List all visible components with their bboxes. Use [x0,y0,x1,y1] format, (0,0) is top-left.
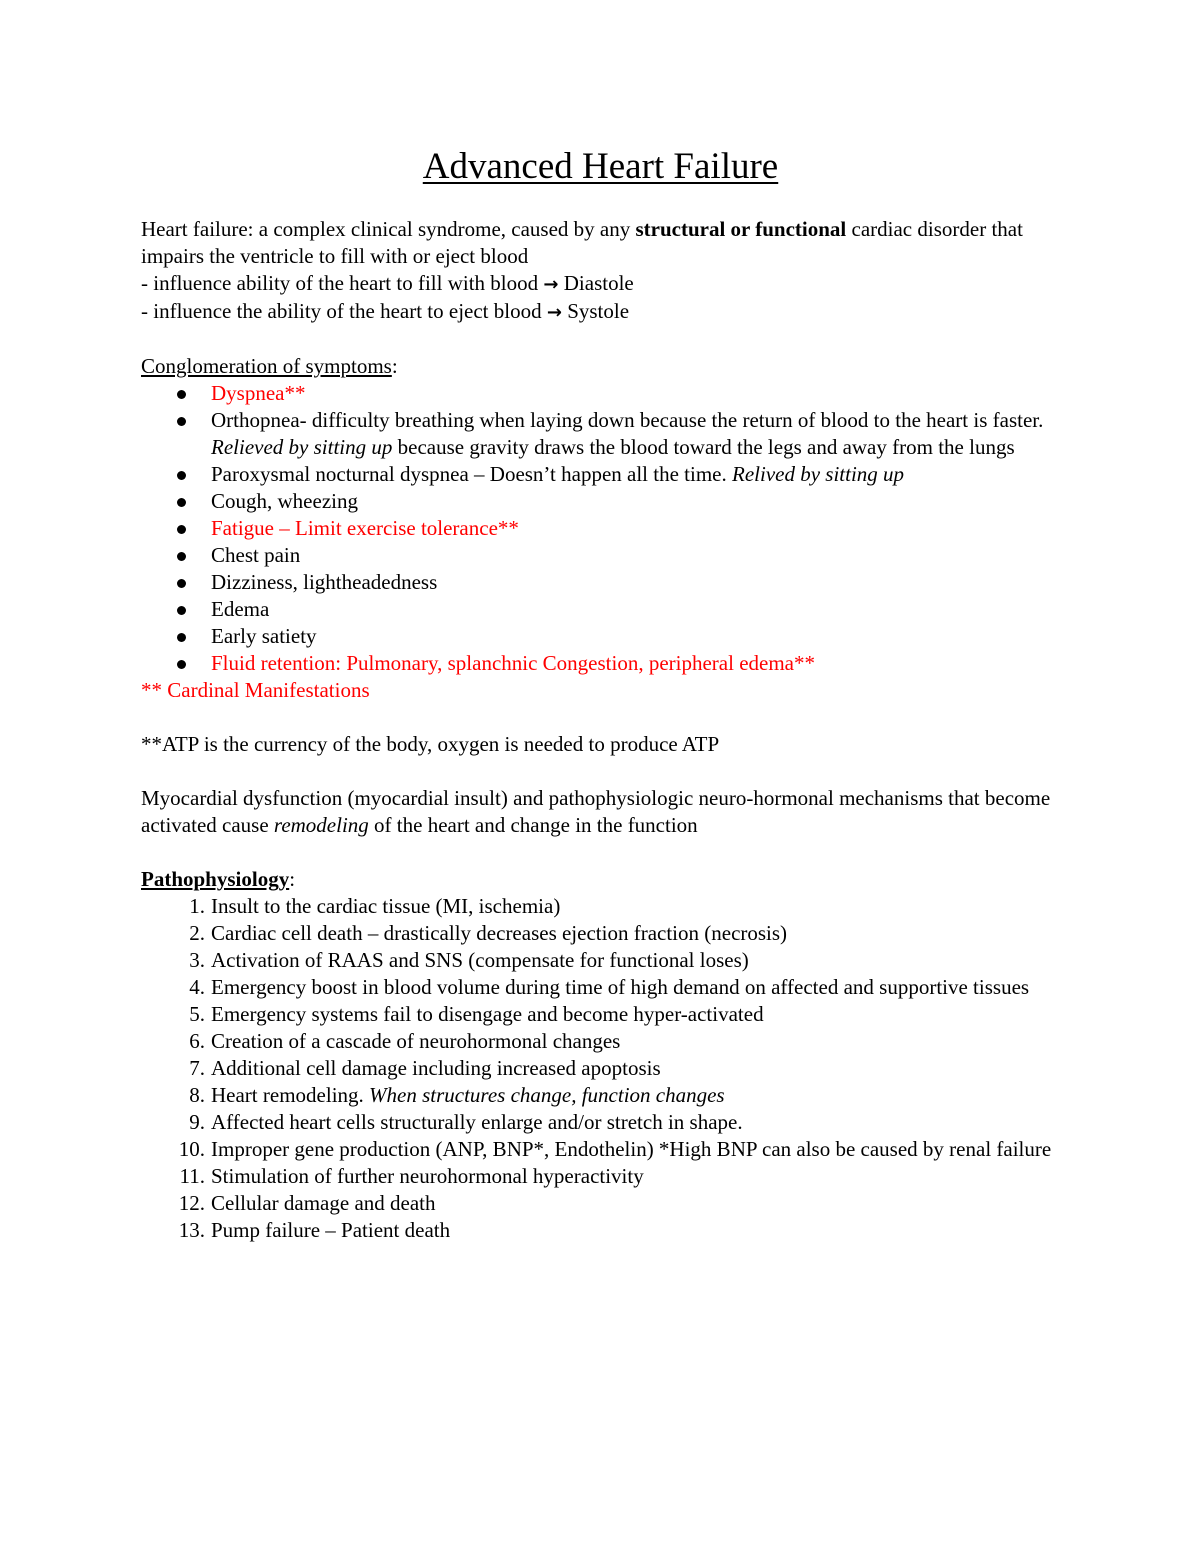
pathophysiology-heading: Pathophysiology [141,867,290,891]
cardinal-footnote: ** Cardinal Manifestations [141,678,370,702]
step-item [141,1082,1060,1109]
symptom-text: Early satiety [211,624,317,648]
symptom-item [141,380,1060,407]
myocardial-italic: remodeling [273,813,369,837]
step-text: Creation of a cascade of neurohormonal changes [211,1029,621,1053]
symptom-text: Dyspnea** [211,381,306,405]
arrow-right-icon: → [546,302,562,323]
step-text: Heart remodeling. [211,1083,370,1107]
bullet-icon [177,498,186,507]
step-number: 5. [189,1002,205,1026]
step-text: Affected heart cells structurally enlarge and/or stretch in shape. [211,1110,743,1134]
symptom-item [141,488,1060,515]
atp-note: **ATP is the currency of the body, oxygen is needed to produce ATP [141,732,720,756]
step-text: Insult to the cardiac tissue (MI, ischemia) [211,894,561,918]
bullet-icon [177,660,186,669]
bullet-icon [177,390,186,399]
symptom-text: Cough, wheezing [211,489,358,513]
definition-lead: Heart failure: a complex clinical syndrome, caused by any [141,217,636,241]
page-title: Advanced Heart Failure [422,146,779,187]
step-text: Stimulation of further neurohormonal hyperactivity [211,1164,644,1188]
diastole-text: - influence ability of the heart to fill with blood [141,271,544,295]
step-text: Additional cell damage including increased apoptosis [211,1056,661,1080]
step-italic: When structures change, function changes [369,1083,725,1107]
symptom-text: Fatigue – Limit exercise tolerance** [211,516,519,540]
step-text: Cellular damage and death [211,1191,436,1215]
symptom-item [141,515,1060,542]
diastole-label: Diastole [558,271,634,295]
systole-line [141,298,1060,326]
symptom-text: Orthopnea- difficulty breathing when laying down because the return of blood to the heart is faster. [211,408,1044,432]
bullet-icon [177,579,186,588]
symptom-item [141,650,1060,677]
step-number: 6. [189,1029,205,1053]
step-item [141,893,1060,920]
myocardial-text: Myocardial dysfunction (myocardial insult) and pathophysiologic neuro-hormonal mechanisms that become activated cause [141,786,1051,837]
step-number: 4. [189,975,205,999]
symptom-text: Edema [211,597,270,621]
spacer [141,839,1060,866]
bullet-icon [177,606,186,615]
step-item [141,1028,1060,1055]
bullet-icon [177,552,186,561]
spacer [141,704,1060,731]
symptom-item [141,569,1060,596]
symptom-text-after: because gravity draws the blood toward the legs and away from the lungs [392,435,1015,459]
step-number: 8. [189,1083,205,1107]
symptom-item [141,596,1060,623]
myocardial-paragraph [141,785,1060,839]
bullet-icon [177,525,186,534]
spacer [141,326,1060,353]
bullet-icon [177,471,186,480]
symptom-item [141,461,1060,488]
bullet-icon [177,633,186,642]
myocardial-text-after: of the heart and change in the function [368,813,698,837]
systole-label: Systole [561,299,630,323]
symptom-item [141,542,1060,569]
step-number: 13. [178,1218,205,1242]
definition-rest: cardiac disorder that impairs the ventricle to fill with or eject blood [141,217,1023,268]
step-item [141,1190,1060,1217]
step-number: 9. [189,1110,205,1134]
step-item [141,920,1060,947]
definition-bold: structural or functional [635,217,847,241]
symptoms-colon: : [391,354,398,378]
symptoms-list [141,380,1060,677]
symptom-italic: Relieved by sitting up [211,435,393,459]
step-text: Improper gene production (ANP, BNP*, Endothelin) *High BNP can also be caused by renal failure [211,1137,1052,1161]
definition-paragraph [141,216,1060,270]
pathophysiology-colon: : [289,867,296,891]
symptoms-heading-line [141,353,1060,380]
step-text: Activation of RAAS and SNS (compensate for functional loses) [211,948,749,972]
step-number: 3. [189,948,205,972]
step-item [141,1001,1060,1028]
step-item [141,974,1060,1001]
step-number: 1. [189,894,205,918]
pathophysiology-heading-line [141,866,1060,893]
symptom-text: Dizziness, lightheadedness [211,570,438,594]
bullet-icon [177,417,186,426]
step-text: Pump failure – Patient death [211,1218,451,1242]
step-number: 2. [189,921,205,945]
step-number: 7. [189,1056,205,1080]
symptoms-heading: Conglomeration of symptoms [141,354,392,378]
symptom-item [141,407,1060,461]
step-item [141,947,1060,974]
symptom-text: Chest pain [211,543,301,567]
step-item [141,1109,1060,1136]
step-number: 12. [178,1191,205,1215]
spacer [141,758,1060,785]
step-number: 11. [179,1164,205,1188]
pathophysiology-list [141,893,1060,1244]
arrow-right-icon: → [543,274,559,295]
step-item [141,1055,1060,1082]
step-item [141,1163,1060,1190]
symptom-text: Fluid retention: Pulmonary, splanchnic Congestion, peripheral edema** [211,651,816,675]
symptom-text: Paroxysmal nocturnal dyspnea – Doesn’t happen all the time. [211,462,732,486]
diastole-line [141,270,1060,298]
step-text: Emergency systems fail to disengage and become hyper-activated [211,1002,764,1026]
step-item [141,1136,1060,1163]
symptom-italic: Relived by sitting up [732,462,905,486]
step-text: Cardiac cell death – drastically decreases ejection fraction (necrosis) [211,921,788,945]
step-number: 10. [178,1137,205,1161]
systole-text: - influence the ability of the heart to eject blood [141,299,547,323]
step-text: Emergency boost in blood volume during time of high demand on affected and supportive tissues [211,975,1030,999]
step-item [141,1217,1060,1244]
symptom-item [141,623,1060,650]
